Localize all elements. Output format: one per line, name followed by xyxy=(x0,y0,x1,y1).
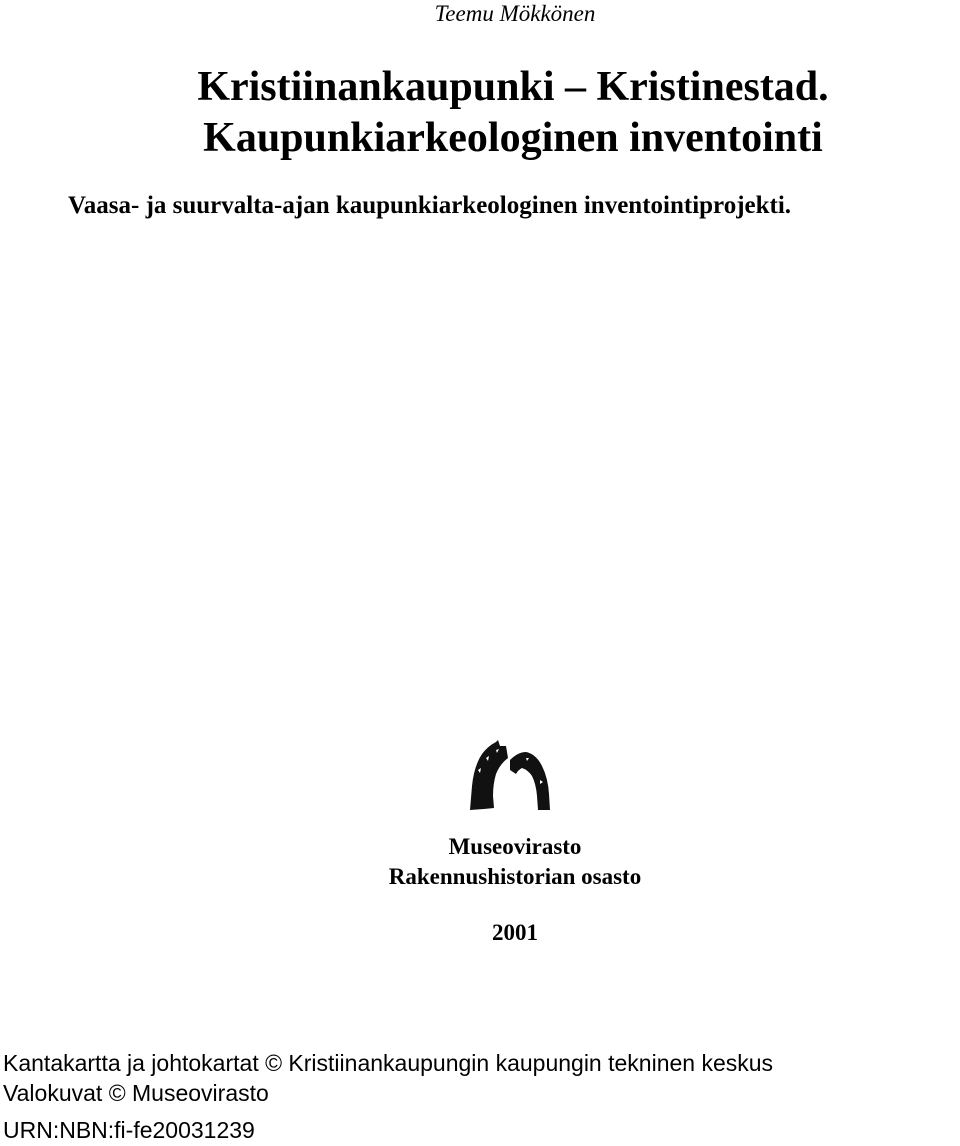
logo-right-arch xyxy=(510,752,550,810)
author-name: Teemu Mökkönen xyxy=(434,1,596,26)
map-credits: Kantakartta ja johtokartat © Kristiinankaupungin kaupungin tekninen keskus xyxy=(3,1050,774,1076)
logo-left-arch xyxy=(470,740,508,810)
publisher-organization: Museovirasto xyxy=(448,834,582,859)
publication-year: 2001 xyxy=(492,920,538,945)
museovirasto-logo-icon xyxy=(466,740,554,812)
urn-identifier: URN:NBN:fi-fe20031239 xyxy=(3,1117,255,1143)
publisher-department: Rakennushistorian osasto xyxy=(388,864,642,889)
title-line-2: Kaupunkiarkeologinen inventointi xyxy=(203,115,823,161)
title-line-1: Kristiinankaupunki – Kristinestad. xyxy=(197,64,829,110)
photo-credits: Valokuvat © Museovirasto xyxy=(3,1080,269,1106)
subtitle: Vaasa- ja suurvalta-ajan kaupunkiarkeologinen inventointiprojekti. xyxy=(68,192,792,219)
